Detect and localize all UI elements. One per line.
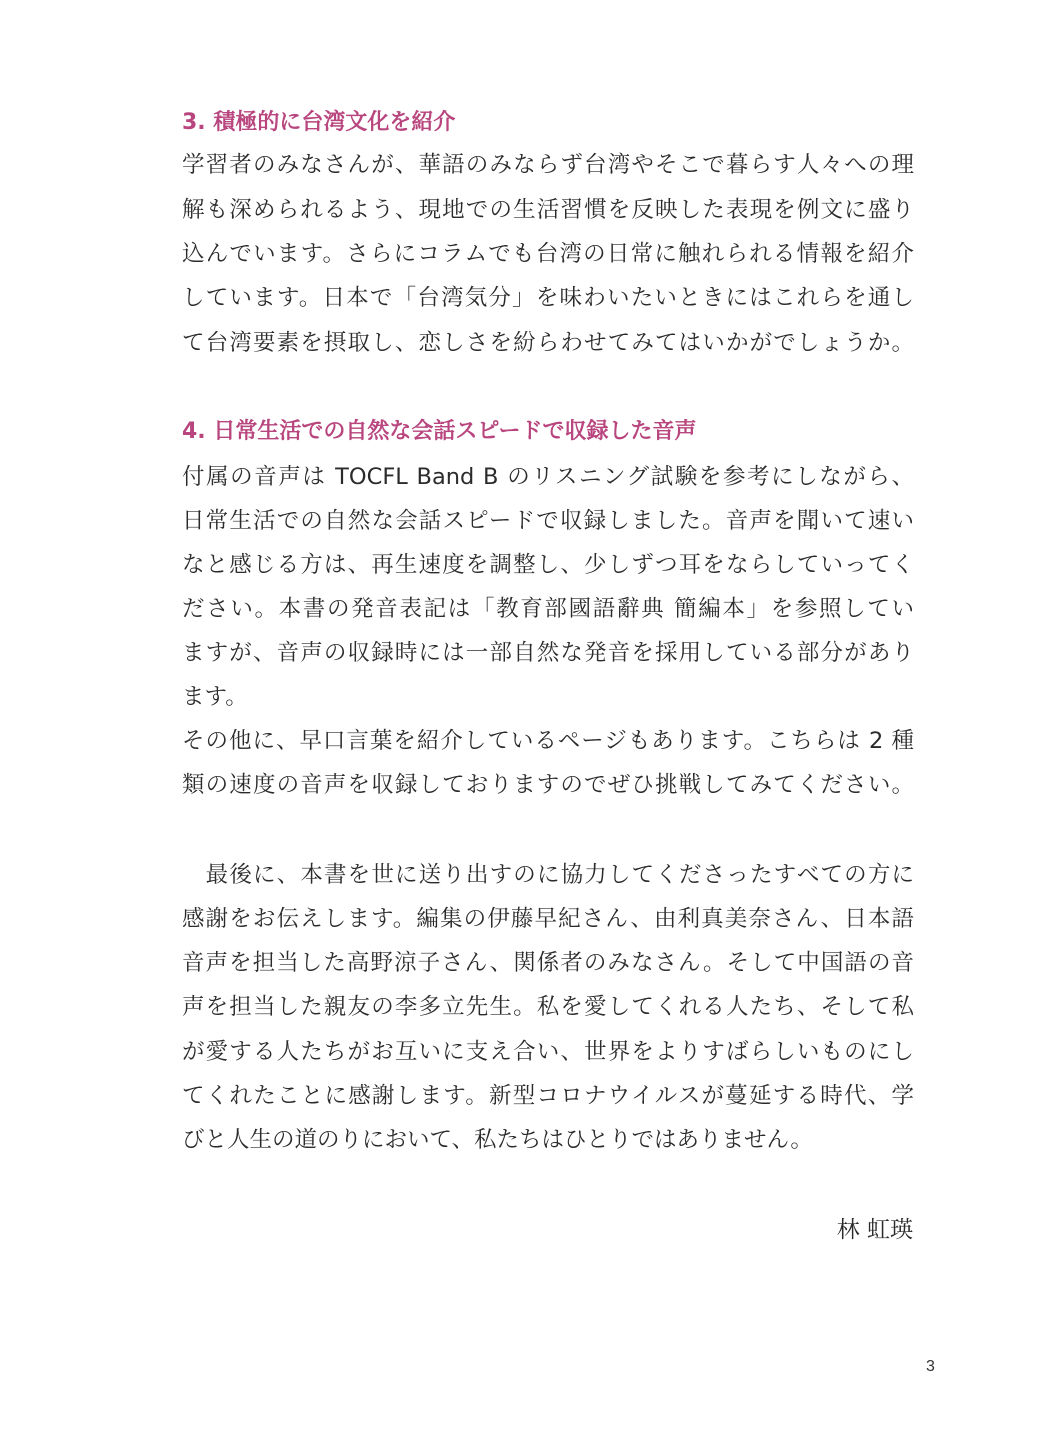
closing-line-5: が愛する人たちがお互いに支え合い、世界をよりすばらしいものにし: [182, 1039, 914, 1065]
closing-line-3: 音声を担当した高野涼子さん、関係者のみなさん。そして中国語の音: [182, 950, 914, 976]
section-4-line-8: 類の速度の音声を収録しておりますのでぜひ挑戦してみてください。: [182, 772, 914, 798]
section-3-line-4: しています。日本で「台湾気分」を味わいたいときにはこれらを通し: [182, 285, 914, 311]
closing-line-2: 感謝をお伝えします。編集の伊藤早紀さん、由利真美奈さん、日本語: [182, 906, 914, 932]
section-4-line-3: なと感じる方は、再生速度を調整し、少しずつ耳をならしていってく: [182, 552, 914, 578]
closing-line-7: びと人生の道のりにおいて、私たちはひとりではありません。: [182, 1127, 813, 1153]
section-4-heading: 4. 日常生活での自然な会話スピードで収録した音声: [182, 419, 697, 444]
section-3-line-3: 込んでいます。さらにコラムでも台湾の日常に触れられる情報を紹介: [182, 241, 914, 267]
section-4-line-6: ます。: [182, 684, 248, 710]
page-number: 3: [926, 1358, 935, 1375]
section-4-line-2: 日常生活での自然な会話スピードで収録しました。音声を聞いて速い: [182, 508, 914, 534]
section-3-line-5: て台湾要素を摂取し、恋しさを紛らわせてみてはいかがでしょうか。: [182, 330, 914, 356]
closing-line-4: 声を担当した親友の李多立先生。私を愛してくれる人たち、そして私: [182, 994, 914, 1020]
section-4-line-4: ださい。本書の発音表記は「教育部國語辭典 簡編本」を参照してい: [182, 596, 914, 622]
section-4-line-7: その他に、早口言葉を紹介しているページもあります。こちらは 2 種: [182, 728, 914, 754]
author-signature: 林 虹瑛: [836, 1217, 913, 1243]
closing-line-6: てくれたことに感謝します。新型コロナウイルスが蔓延する時代、学: [182, 1083, 914, 1109]
section-3-line-1: 学習者のみなさんが、華語のみならず台湾やそこで暮らす人々への理: [182, 152, 914, 178]
section-3-heading: 3. 積極的に台湾文化を紹介: [182, 110, 456, 135]
section-4-line-1: 付属の音声は TOCFL Band B のリスニング試験を参考にしながら、: [182, 464, 914, 490]
section-4-line-5: ますが、音声の収録時には一部自然な発音を採用している部分があり: [182, 640, 914, 666]
section-3-line-2: 解も深められるよう、現地での生活習慣を反映した表現を例文に盛り: [182, 197, 914, 223]
closing-line-1: 最後に、本書を世に送り出すのに協力してくださったすべての方に: [182, 862, 914, 888]
